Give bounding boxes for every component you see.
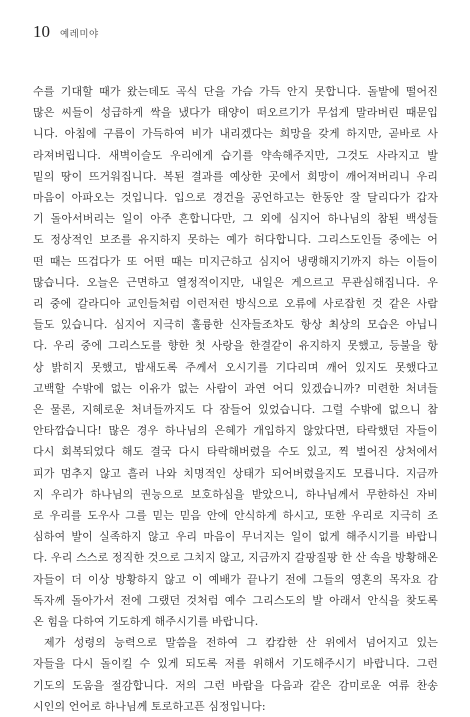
text-line: 피가 멈추지 않고 흘러 나와 치명적인 상태가 되어버렸을지도 모릅니다. 지금까 [33,466,438,480]
text-line: 상 밝히지 못했고, 밤새도록 주께서 오시기를 기다리며 깨어 있지도 못했다고 [33,360,438,374]
text-line: 심하여 발이 실족하지 않고 우리 마음이 무너지는 일이 없게 해주시기를 바랍니 [33,530,438,544]
text-line: 제가 성령의 능력으로 말씀을 전하여 그 캄캄한 산 위에서 넘어지고 있는 [44,636,438,650]
text-line: 다시 회복되었다 해도 결국 다시 타락해버렸을 수도 있고, 찍 벌어진 상처에서 [33,445,438,459]
text-line: 지 우리가 하나님의 권능으로 보호하심을 받았으니, 하나님께서 무한하신 자비 [33,487,438,501]
text-line: 기도의 도움을 절감합니다. 저의 그런 바람을 다음과 같은 감미로운 여류 찬송 [33,678,438,692]
text-line: 들도 있습니다. 심지어 지극히 훌륭한 신자들조차도 항상 최상의 모습은 아닙니 [33,318,438,332]
text-line: 많은 씨들이 성급하게 싹을 냈다가 태양이 떠오르기가 무섭게 말라버린 때문입 [33,106,438,120]
text-line: 다. 우리 스스로 정직한 것으로 그치지 않고, 지금까지 갈팡질팡 한 산 속을 방황해온 [33,551,438,565]
text-line: 자들을 다시 돌이킬 수 있게 되도록 저를 위해서 기도해주시기 바랍니다. 그런 [33,657,438,671]
text-line: 수를 기대할 때가 왔는데도 곡식 단을 가슴 가득 안지 못합니다. 돌밭에 떨어진 [33,85,438,98]
text-line: 은 물론, 지혜로운 처녀들까지도 다 잠들어 있었습니다. 그럴 수밖에 없으니 참 [33,403,438,417]
text-line: 리 중에 갈라디아 교인들처럼 이런저런 방식으로 오류에 사로잡힌 것 같은 사람 [33,297,438,311]
text-line: 마음이 아파오는 것입니다. 입으로 경건을 공언하고는 한동안 잘 달리다가 갑자 [33,191,438,205]
book-title: 예레미야 [60,29,99,40]
text-line: 많습니다. 오늘은 근면하고 열정적이지만, 내일은 게으르고 무관심해집니다. 우 [33,275,438,289]
body-text [33,81,438,717]
text-line: 떤 때는 뜨겁다가 또 어떤 때는 미지근하고 심지어 냉랭해지기까지 하는 이들이 [33,254,438,268]
text-line: 안타깝습니다! 많은 경우 하나님의 은혜가 개입하지 않았다면, 타락했던 자들이 [33,424,438,438]
text-line: 로 우리를 도우사 그를 믿는 믿음 안에 안식하게 하시고, 또한 우리로 지극히 조 [33,509,438,523]
page-number: 10 [33,22,50,41]
paragraph [33,81,438,632]
text-line: 도 정상적인 보조를 유지하지 못하는 예가 허다합니다. 그리스도인들 중에는 어 [33,233,438,247]
text-line: 온 힘을 다하여 기도하게 해주시기를 바랍니다. [33,615,259,629]
running-head [33,22,99,42]
text-line: 다. 우리 중에 그리스도를 향한 첫 사랑을 한결같이 유지하지 못했고, 등불을 항 [33,339,438,353]
text-line: 라져버립니다. 새벽이슬도 우리에게 습기를 약속해주지만, 그것도 사라지고 발 [33,148,438,162]
text-line: 밑의 땅이 뜨거워집니다. 복된 결과를 예상한 곳에서 희망이 깨어져버리니 우리 [33,169,438,183]
text-line: 시인의 언어로 하나님께 토로하고픈 심정입니다: [33,699,266,713]
text-line: 자들이 더 이상 방황하지 않고 이 예배가 끝나기 전에 그들의 영혼의 목자요 감 [33,572,438,586]
text-line: 독자께 돌아가서 전에 그랬던 것처럼 예수 그리스도의 발 아래서 안식을 찾도록 [33,593,438,607]
text-line: 기 돌아서버리는 일이 아주 흔합니다만, 그 외에 심지어 하나님의 참된 백성들 [33,212,438,226]
text-line: 니다. 아침에 구름이 가득하여 비가 내리겠다는 희망을 갖게 하지만, 곧바로 사 [33,127,438,141]
text-line: 고백할 수밖에 없는 이유가 없는 사람이 과연 어디 있겠습니까? 미련한 처녀들 [33,381,438,395]
paragraph [33,632,438,717]
